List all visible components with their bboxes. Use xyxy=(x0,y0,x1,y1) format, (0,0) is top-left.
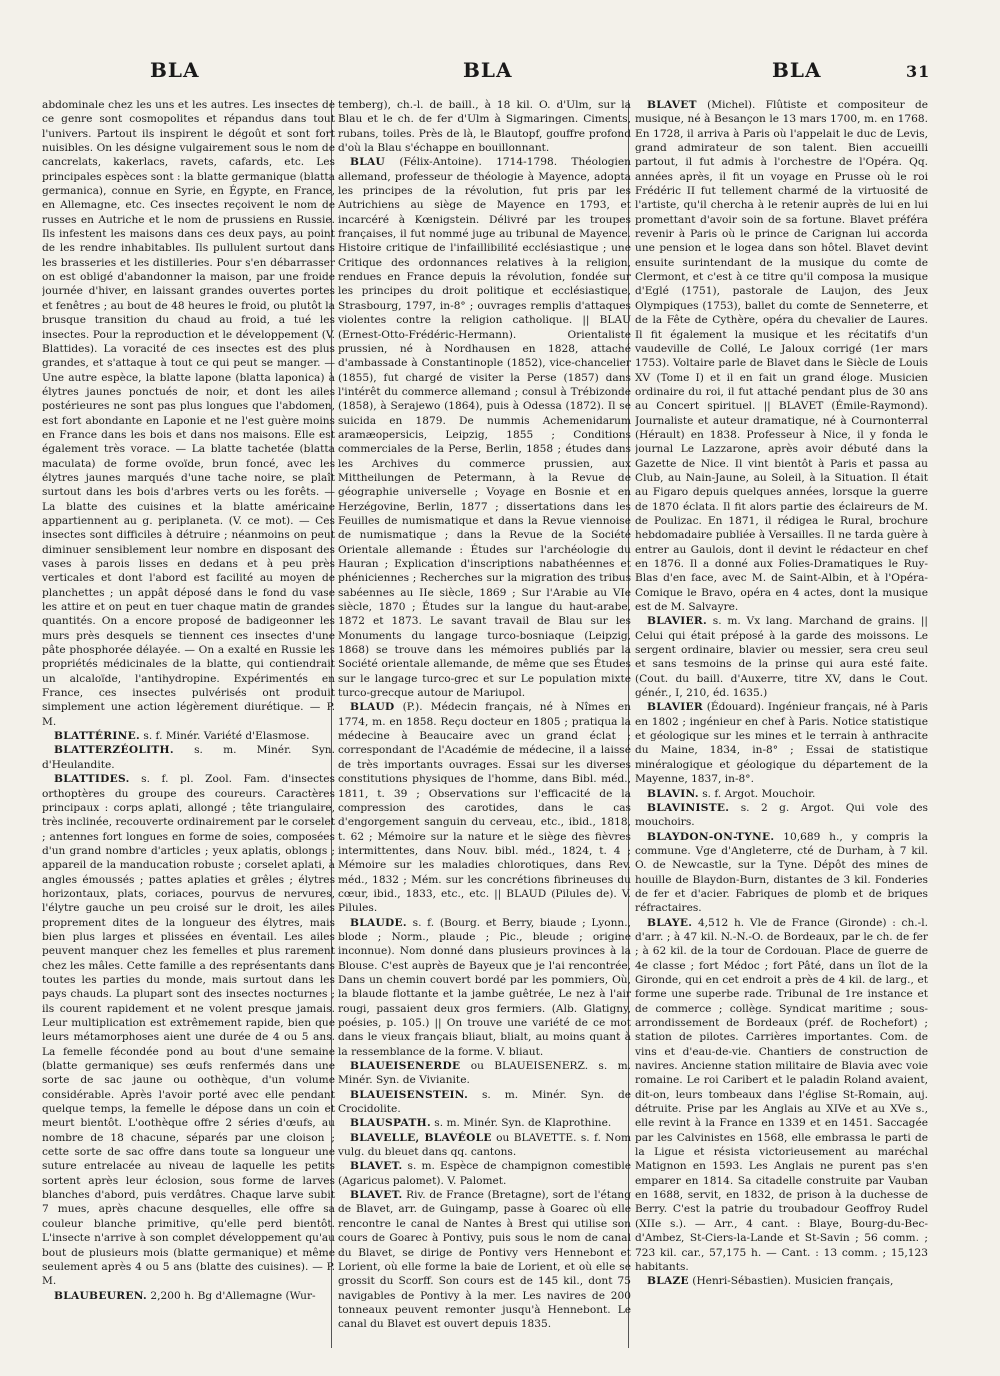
dictionary-entry xyxy=(635,916,928,1275)
entry-text: s. m. Minér. Syn. de Klaprothine. xyxy=(430,1117,612,1130)
entry-headword: BLAVET. xyxy=(350,1160,403,1173)
dictionary-entry xyxy=(338,1159,631,1188)
entry-text: 2,200 h. Bg d'Allemagne (Wur- xyxy=(147,1289,316,1302)
entry-text: (Henri-Sébastien). Musicien français, xyxy=(688,1275,894,1288)
entry-text: temberg), ch.-l. de baill., à 18 kil. O. d'Ulm, sur la Blau et le ch. de fer d'Ulm à Sigmaringen. Ciments, rubans, toiles. Près de là, le Blautopf, gouffre profond d'où la Blau s'échappe en bouillonnant. xyxy=(338,99,631,155)
entry-text: (P.). Médecin français, né à Nîmes en 1774, m. en 1858. Reçu docteur en 1805 ; pratiqua la médecine à Beaucaire avec un grand éclat ; correspondant de l'Académie de médecine, il a laissé de très importants ouvrages. Essai sur les diverses constitutions physiques de l'homme, dans Bibl. méd., 1811, t. 39 ; Observations sur l'efficacité de la compression des carotides, dans le cas d'engorgement sanguin du cerveau, etc., ibid., 1818, t. 62 ; Mémoire sur la nature et le siège des fièvres intermittentes, dans Nouv. bibl. méd., 1824, t. 4 ; Mémoire sur les maladies chlorotiques, dans Rev. méd., 1832 ; Mém. sur les concrétions fibrineuses du cœur, ibid., 1833, etc., etc. || BLAUD (Pilules de). V. Pilules. xyxy=(338,701,631,915)
dictionary-entry xyxy=(42,772,335,1288)
dictionary-entry xyxy=(338,1188,631,1331)
dictionary-entry xyxy=(338,98,631,155)
entry-text: 4,512 h. Vle de France (Gironde) : ch.-l. d'arr. ; à 47 kil. N.-N.-O. de Bordeaux, par le ch. de fer ; à 62 kil. de la tour de Cordouan. Place de guerre de 4e classe ; fort Médoc ; fort Pâté, dans un îlot de la Gironde, qui en cet endroit a près de 4 kil. de larg., et forme une superbe rade. Tribunal de 1re instance et de commerce ; collège. Syndicat maritime ; sous-arrondissement de Bordeaux (préf. de Rochefort) ; station de pilotes. Carrières importantes. Com. de vins et d'eau-de-vie. Chantiers de construction de navires. Ancienne station militaire de Blavia avec voie romaine. Le roi Caribert et le paladin Roland avaient, dit-on, leurs tombeaux dans l'église St-Romain, auj. détruite. Prise par les Anglais au XIVe et au XVe s., elle revint à la France en 1339 et en 1451. Saccagée par les Calvinistes en 1568, elle embrassa le parti de la Ligue et résista victorieusement au maréchal Matignon en 1593. Les Anglais ne purent pas s'en emparer en 1814. Sa citadelle construite par Vauban en 1688, servit, en 1832, de prison à la duchesse de Berry. C'est la patrie du troubadour Geoffroy Rudel (XIIe s.). — Arr., 4 cant. : Blaye, Bourg-du-Bec-d'Ambez, St-Ciers-la-Lande et St-Savin ; 56 comm. ; 723 kil. car., 57,175 h. — Cant. : 13 comm. ; 15,123 habitants. xyxy=(635,916,928,1273)
dictionary-entry xyxy=(635,830,928,916)
dictionary-entry xyxy=(338,1059,631,1088)
dictionary-entry xyxy=(635,700,928,786)
dictionary-entry xyxy=(338,700,631,915)
entry-text: s. f. Minér. Variété d'Elasmose. xyxy=(140,730,310,743)
dictionary-entry xyxy=(338,916,631,1059)
dictionary-entry xyxy=(338,1131,631,1160)
dictionary-entry xyxy=(635,801,928,830)
entry-headword: BLAYE. xyxy=(647,916,693,929)
entry-headword: BLAUD xyxy=(350,701,395,714)
entry-headword: BLAVELLE, BLAVÉOLE xyxy=(350,1131,492,1144)
entry-text: s. m. Espèce de champignon comestible (Agaricus palomet). V. Palomet. xyxy=(338,1160,631,1187)
entry-headword: BLAU xyxy=(350,156,386,169)
entry-text: s. f. (Bourg. et Berry, biaude ; Lyonn., blode ; Norm., plaude ; Pic., bleude ; origine inconnue). Nom donné dans plusieurs provinces à la Blouse. C'est auprès de Bayeux que je l'ai rencontrée, Dans un chemin couvert bordé par les pommiers, Où, la blaude flottante et la jambe guêtrée, Le nez à l'air rougi, passaient deux gros fermiers. (Alb. Glatigny, poésies, p. 105.) || On trouve une variété de ce mot dans le vieux français bliaut, blialt, au moins quant à la ressemblance de la forme. V. bliaut. xyxy=(338,916,631,1058)
entry-headword: BLAUEISENSTEIN. xyxy=(350,1088,469,1101)
entry-headword: BLAYDON-ON-TYNE. xyxy=(647,830,775,843)
entry-text: s. f. Argot. Mouchoir. xyxy=(698,787,816,800)
entry-text: s. m. Minér. Syn. d'Heulandite. xyxy=(42,744,335,771)
entry-headword: BLAZE xyxy=(647,1275,689,1288)
entry-text: 10,689 h., y compris la commune. Vge d'Angleterre, cté de Durham, à 7 kil. O. de Newcastle, sur la Tyne. Dépôt des mines de houille de Blaydon-Burn, distantes de 3 kil. Fonderies de fer et d'acier. Fabriques de plomb et de briques réfractaires. xyxy=(635,830,928,915)
entry-text: abdominale chez les uns et les autres. Les insectes de ce genre sont cosmopolites et répandus dans tout l'univers. Partout ils inspirent le dégoût et sont fort nuisibles. On les désigne vulgairement sous le nom de cancrelats, kakerlacs, ravets, cafards, etc. Les principales espèces sont : la blatte germanique (blatta germanica), connue en Syrie, en Égypte, en France, en Allemagne, etc. Ces insectes reçoivent le nom de russes en Autriche et le nom de prussiens en Russie. Ils infestent les maisons dans ces deux pays, au point de les rendre inhabitables. Ils pullulent surtout dans les brasseries et les distilleries. Pour s'en débarrasser on est obligé d'abandonner la maison, par une froide journée d'hiver, en laissant grandes ouvertes portes et fenêtres ; au bout de 48 heures le froid, ou plutôt la brusque transition du chaud au froid, a tué les insectes. Pour la reproduction et le développement (V. Blattides). La voracité de ces insectes est des plus grandes, et s'attaque à tout ce qui peut se manger. — Une autre espèce, la blatte lapone (blatta laponica) à élytres jaunes ponctués de noir, et dont les ailes postérieures ne sont pas plus longues que l'abdomen, est fort abondante en Laponie et ne l'est guère moins en France dans les bois et dans nos maisons. Elle est également très vorace. — La blatte tachetée (blatta maculata) de forme ovoïde, brun foncé, avec les élytres jaunes marqués d'une tache noire, se plaît surtout dans les bois d'arbres verts ou les forêts. — La blatte des cuisines et la blatte américaine appartiennent au g. periplaneta. (V. ce mot). — Ces insectes sont difficiles à détruire ; néanmoins on peut diminuer sensiblement leur nombre en disposant des vases à parois lisses en dedans et à peu près verticales et dont l'abord est facilité au moyen de planchettes ; un appât déposé dans le fond du vase les attire et on peut en tuer chaque matin de grandes quantités. On a encore proposé de badigeonner les murs près desquels se tiennent ces insectes d'une pâte phosphorée délayée. — On a exalté en Russie les propriétés médicinales de la blatte, qui contiendrait un alcaloïde, l'antihydropine. Expérimentés en France, ces insectes pulvérisés ont produit simplement une action légèrement diurétique. — P. M. xyxy=(42,99,335,728)
entry-text: s. m. Minér. Syn. de Crocidolite. xyxy=(338,1088,631,1116)
header-center-guideword: BLA xyxy=(463,58,513,82)
dictionary-entry xyxy=(42,743,335,772)
dictionary-entry xyxy=(42,729,335,743)
entry-headword: BLAUDE. xyxy=(350,916,407,929)
entry-headword: BLAVET. xyxy=(350,1189,403,1202)
entry-text: (Édouard). Ingénieur français, né à Paris en 1802 ; ingénieur en chef à Paris. Notice statistique et géologique sur les mines et le terrain à anthracite du Maine, 1834, in-8° ; Essai de statistique minéralogique et géologique du département de la Mayenne, 1837, in-8°. xyxy=(635,701,928,786)
dictionary-entry xyxy=(42,1289,335,1303)
entry-headword: BLAVIN. xyxy=(647,787,699,800)
entry-text: Riv. de France (Bretagne), sort de l'étang de Blavet, arr. de Guingamp, passe à Goarec où elle rencontre le canal de Nantes à Brest qui utilise son cours de Goarec à Pontivy, puis sous le nom de canal du Blavet, se dirige de Pontivy vers Hennebont et Lorient, où elle forme la baie de Lorient, et où elle se grossit du Scorff. Son cours est de 145 kil., dont 75 navigables de Pontivy à la mer. Les navires de 200 tonneaux peuvent remonter jusqu'à Hennebont. Le canal du Blavet est ouvert depuis 1835. xyxy=(338,1189,631,1331)
entry-headword: BLAVIER xyxy=(647,701,704,714)
dictionary-entry xyxy=(338,155,631,700)
entry-headword: BLATTERZÉOLITH. xyxy=(54,744,174,757)
entry-headword: BLAUSPATH. xyxy=(350,1117,431,1130)
entry-text: s. 2 g. Argot. Qui vole des mouchoirs. xyxy=(635,801,928,829)
entry-headword: BLATTÉRINE. xyxy=(54,730,141,743)
dictionary-entry xyxy=(635,1274,928,1288)
entry-headword: BLATTIDES. xyxy=(54,773,130,786)
text-column-1 xyxy=(42,98,335,1358)
entry-text: ou BLAVETTE. s. f. Nom vulg. du bleuet dans qq. cantons. xyxy=(338,1131,631,1159)
dictionary-entry xyxy=(635,787,928,801)
entry-headword: BLAUEISENERDE xyxy=(350,1060,461,1073)
entry-text: (Michel). Flûtiste et compositeur de musique, né à Besançon le 13 mars 1700, m. en 1768. En 1728, il arriva à Paris où l'appelait le duc de Levis, grand admirateur de son talent. Bien accueilli partout, il fut admis à l'orchestre de l'Opéra. Qq. années après, il fit un voyage en Prusse où le roi Frédéric II fut tellement charmé de la virtuosité de l'artiste, qu'il chercha à le retenir auprès de lui en lui promettant d'avoir soin de sa fortune. Blavet préféra revenir à Paris où le prince de Carignan lui accorda une pension et le logea dans son hôtel. Blavet devint ensuite surintendant de la musique du comte de Clermont, et c'est à ce titre qu'il composa la musique d'Eglé (1751), pastorale de Laujon, des Jeux Olympiques (1753), ballet du comte de Senneterre, et de la Fête de Cythère, opéra du chevalier de Laures. Il fit également la musique et les récitatifs d'un vaudeville de Collé, Le Jaloux corrigé (1er mars 1753). Voltaire parle de Blavet dans le Siècle de Louis XV (Tome I) et il en fait un grand éloge. Musicien ordinaire du roi, il fut attaché pendant plus de 30 ans au Concert spirituel. || BLAVET (Émile-Raymond). Journaliste et auteur dramatique, né à Cournonterral (Hérault) en 1838. Professeur à Nice, il y fonda le journal Le Lazzarone, après avoir débuté dans la Gazette de Nice. Il vint bientôt à Paris et passa au Club, au Nain-Jaune, au Soleil, à la Situation. Il était au Figaro depuis quelques années, lorsque la guerre de 1870 éclata. Il fit alors partie des éclaireurs de M. de Poulizac. En 1871, il rédigea le Rural, brochure hebdomadaire publiée à Versailles. Il ne tarda guère à entrer au Gaulois, dont il devint le rédacteur en chef en 1876. Il a donné aux Folies-Dramatiques le Ruy-Blas d'en face, avec M. de Saint-Albin, et à l'Opéra-Comique le Bravo, opéra en 4 actes, dont la musique est de M. Salvayre. xyxy=(635,99,928,614)
header-right-guideword: BLA xyxy=(772,58,822,82)
dictionary-entry xyxy=(635,614,928,700)
entry-text: (Félix-Antoine). 1714-1798. Théologien allemand, professeur de théologie à Mayence, adopta les principes de la révolution, fut pris par les Autrichiens au siège de Mayence en 1793, et incarcéré à Kœnigstein. Délivré par les troupes françaises, il fut nommé juge au tribunal de Mayence. Histoire critique de l'infaillibilité ecclésiastique ; une Critique des ordonnances relatives à la religion, rendues en France depuis la révolution, fondée sur les principes du droit politique et ecclésiastique, Strasbourg, 1797, in-8° ; ouvrages remplis d'attaques violentes contre la religion catholique. || BLAU (Ernest-Otto-Frédéric-Hermann). Orientaliste prussien, né à Nordhausen en 1828, attaché d'ambassade à Constantinople (1852), vice-chancelier (1855), fut chargé de visiter la Perse (1857) dans l'intérêt du commerce allemand ; consul à Trébizonde (1858), à Serajewo (1864), puis à Odessa (1872). Il se suicida en 1879. De nummis Achemenidarum aramæopersicis, Leipzig, 1855 ; Conditions commerciales de la Perse, Berlin, 1858 ; études dans les Archives du commerce prussien, aux Mittheilungen de Petermann, à la Revue de géographie universelle ; Voyage en Bosnie et en Herzégovine, Berlin, 1877 ; dissertations dans les Feuilles de numismatique et dans la Revue viennoise de numismatique ; dans la Revue de la Société Orientale allemande : Études sur l'archéologie du Hauran ; Explication d'inscriptions nabathéennes et phéniciennes ; Recherches sur la migration des tribus sabéennes au IIe siècle, 1869 ; Sur l'Arabie au VIe siècle, 1870 ; Études sur la langue du haut-arabe, 1872 et 1873. Le savant travail de Blau sur les Monuments du langage turco-bosniaque (Leipzig, 1868) se trouve dans les mémoires publiés par la Société orientale allemande, de même que ses Études sur le langage turco-grec et sur Le population mixte turco-grecque autour de Mariupol. xyxy=(338,156,631,700)
entry-headword: BLAVINISTE. xyxy=(647,801,730,814)
text-column-3 xyxy=(635,98,928,1358)
entry-text: ou BLAUEISENERZ. s. m. Minér. Syn. de Vivianite. xyxy=(338,1060,631,1087)
header-left-guideword: BLA xyxy=(150,58,200,82)
entry-headword: BLAVET xyxy=(647,99,697,111)
running-header xyxy=(0,58,1000,88)
entry-headword: BLAUBEUREN. xyxy=(54,1289,147,1302)
entry-text: s. m. Vx lang. Marchand de grains. || Celui qui était préposé à la garde des moissons. Le sergent ordinaire, blavier ou messier, sera creu seul et sans tesmoins de la prinse qui aura esté faite. (Cout. du baill. d'Auxerre, titre XV, dans le Cout. génér., I, 210, éd. 1635.) xyxy=(635,615,928,700)
text-column-2 xyxy=(338,98,631,1358)
dictionary-entry xyxy=(338,1088,631,1117)
dictionary-entry xyxy=(42,98,335,729)
entry-text: s. f. pl. Zool. Fam. d'insectes orthoptères du groupe des coureurs. Caractères principaux : corps aplati, allongé ; tête triangulaire, très inclinée, recouverte ordinairement par le corselet ; antennes fort longues en forme de soies, composées d'un grand nombre d'articles ; yeux aplatis, oblongs ; appareil de la manducation robuste ; corselet aplati, à angles émoussés ; pattes aplaties et grêles ; élytres horizontaux, plats, coriaces, pourvus de nervures, l'élytre gauche un peu croisé sur le droit, les ailes proprement dites de la longueur des élytres, mais bien plus larges et plissées en éventail. Les ailes peuvent manquer chez les femelles et plus rarement chez les mâles. Cette famille a des représentants dans toutes les parties du monde, mais surtout dans les pays chauds. La plupart sont des insectes nocturnes ; ils courent rapidement et ne volent presque jamais. Leur multiplication est extrêmement rapide, bien que leurs métamorphoses aient une durée de 4 ou 5 ans. La femelle fécondée pond au bout d'une semaine (blatte germanique) ses œufs renfermés dans une sorte de sac jaune ou oothèque, d'un volume considérable. Après l'avoir porté avec elle pendant quelque temps, la femelle le dépose dans un coin et meurt bientôt. L'oothèque offre 2 séries d'œufs, au nombre de 18 chacune, séparés par une cloison ; cette sorte de sac offre dans toute sa longueur une suture entrelacée au niveau de laquelle les petits sortent après leur éclosion, sous forme de larves blanches d'abord, puis verdâtres. Chaque larve subit 7 mues, après chacune desquelles, elle offre sa couleur blanche primitive, qu'elle perd bientôt. L'insecte n'arrive à son complet développement qu'au bout de plusieurs mois (blatte germanique) et même seulement après 4 ou 5 ans (blatte des cuisines). — P. M. xyxy=(42,773,335,1288)
entry-headword: BLAVIER. xyxy=(647,615,707,628)
dictionary-entry xyxy=(338,1116,631,1130)
page-number: 31 xyxy=(906,62,931,81)
dictionary-entry xyxy=(635,98,928,614)
